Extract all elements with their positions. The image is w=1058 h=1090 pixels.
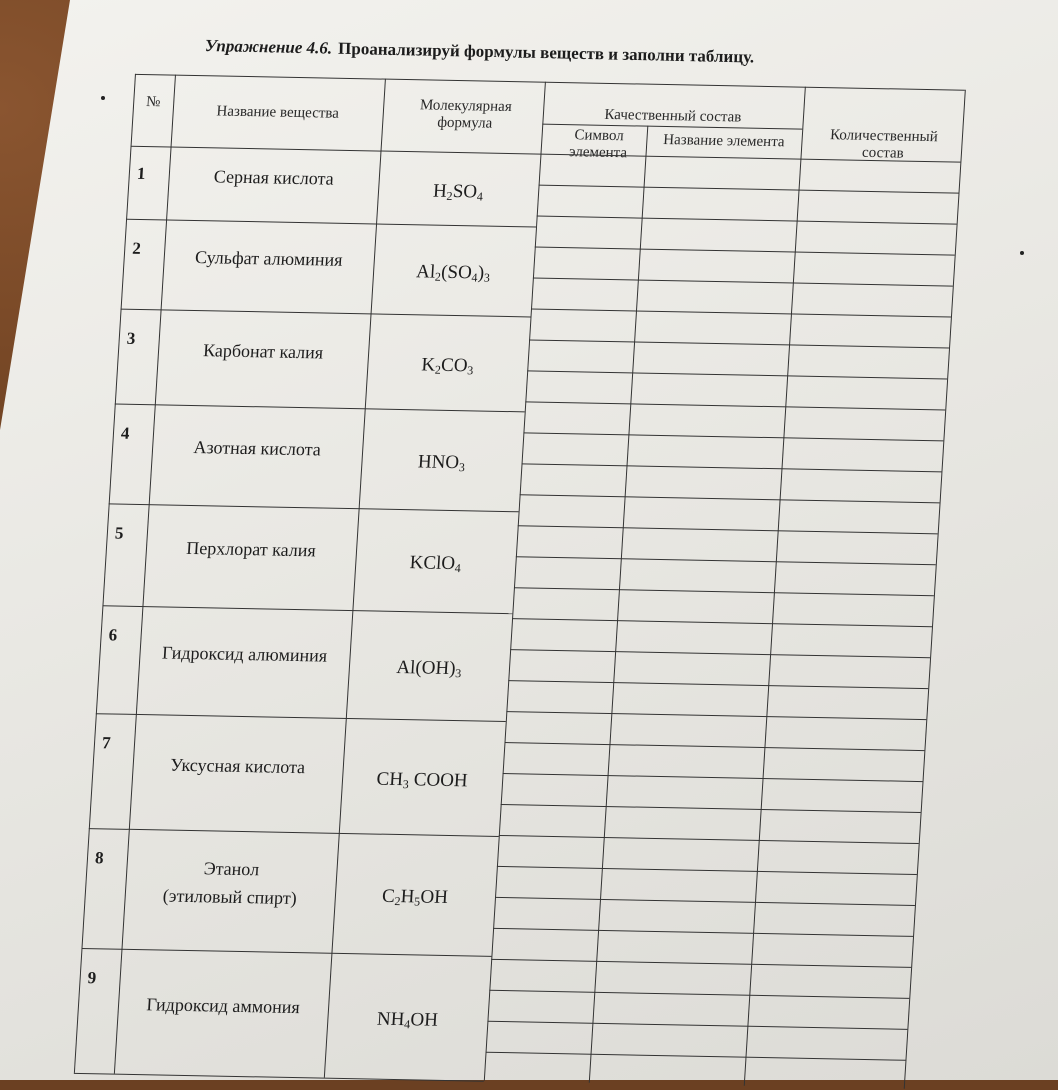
formula-part: HNO [417,451,460,474]
formula-part: NH [376,1008,406,1030]
row-divider [102,605,512,614]
column-divider [324,79,386,1078]
row-divider [81,948,491,957]
row-divider [96,713,506,722]
substance-name [157,335,369,367]
element-name-cell[interactable] [617,513,778,618]
element-name-cell[interactable] [636,229,796,322]
substance-name-line: Гидроксид алюминия [161,642,328,666]
quantitative-cell[interactable] [751,841,918,964]
element-name-cell[interactable] [589,958,752,1086]
formula-subscript: 3 [458,460,466,475]
row-divider [121,309,531,318]
substance-name-line: Серная кислота [213,165,335,189]
substance-name [168,161,380,193]
formula-subscript: 4 [454,561,462,576]
row-number: 2 [131,238,142,258]
formula-subscript: 2 [394,893,401,909]
molecular-formula [327,1007,488,1033]
row-number: 6 [108,625,118,645]
quantitative-cell[interactable] [785,321,951,419]
element-symbol-cell[interactable] [525,316,636,413]
row-number: 1 [136,164,146,184]
row-number: 8 [94,848,105,868]
header-substance-name: Название вещества [216,103,340,122]
element-symbol-cell[interactable] [519,411,630,513]
row-divider [126,219,536,228]
quantitative-cell[interactable] [759,726,926,844]
row-number: 4 [120,423,131,443]
formula-subscript: 5 [413,894,421,909]
molecular-formula [372,260,533,286]
paper-speck [1020,251,1024,255]
row-divider [115,403,525,412]
element-symbol-cell[interactable] [484,956,597,1083]
element-name-cell[interactable] [630,318,791,416]
element-symbol-cell[interactable] [531,227,641,319]
molecular-formula [361,450,522,476]
substance-name-line: Уксусная кислота [169,754,306,777]
substance-name-line: Гидроксид аммония [145,993,301,1017]
row-divider [131,146,541,155]
header-molecular-formula: Молекулярная формула [419,97,513,132]
formula-subscript: 3 [483,270,491,285]
formula-subscript: 2 [446,188,454,203]
header-element-name: Название элемента [662,131,786,151]
molecular-formula [355,551,516,577]
formula-part: CO [440,354,469,376]
formula-subscript: 2 [434,362,442,377]
formula-subscript: 4 [471,270,478,285]
element-name-cell[interactable] [596,838,758,961]
row-divider [109,503,519,512]
element-symbol-cell[interactable] [499,721,611,838]
quantitative-cell[interactable] [766,618,933,729]
formula-part: H [432,180,448,202]
formula-part: OH [409,1008,439,1031]
quantitative-cell[interactable] [772,516,938,621]
substance-name [124,853,337,913]
row-number: 7 [101,733,112,753]
formula-part: COOH [408,768,469,791]
column-divider [114,75,176,1074]
quantitative-cell[interactable] [791,232,956,325]
row-number: 5 [114,523,124,543]
formula-part: Al(OH) [395,656,457,680]
element-symbol-cell[interactable] [506,613,618,723]
exercise-title: Упражнение 4.6. [204,36,333,58]
formula-part: K [420,353,436,376]
formula-part: (SO [440,261,473,284]
exercise-task: Проанализируй формулы веществ и заполни таблицу. [337,38,755,67]
molecular-formula [341,767,502,793]
header-qualitative-composition: Качественный состав [603,106,742,126]
formula-subscript: 2 [434,269,442,284]
quantitative-cell[interactable] [779,416,945,519]
row-number: 3 [126,328,136,348]
formula-subscript: 3 [466,362,474,377]
row-number: 9 [87,968,97,988]
substance-name-line: (этиловый спирт) [162,885,298,909]
formula-subscript: 3 [402,776,410,791]
formula-part: OH [419,886,449,908]
formula-part: KClO [409,552,456,575]
formula-part: CH [376,768,404,790]
substance-name [163,242,375,274]
substance-name-line: Сульфат алюминия [194,247,344,270]
row-divider [89,828,499,837]
formula-part: C [381,885,396,907]
substance-name-line: Этанол [203,858,260,880]
formula-part: ) [477,262,485,284]
element-name-cell[interactable] [604,723,766,841]
substance-name [145,533,357,565]
substance-name-line: Карбонат калия [202,339,324,362]
element-symbol-cell[interactable] [512,511,623,615]
formula-subscript: 4 [476,188,484,204]
substance-name [132,749,344,781]
element-symbol-cell[interactable] [536,154,645,229]
molecular-formula [377,179,538,205]
substance-name [117,989,329,1021]
substance-name [139,638,351,670]
element-symbol-cell[interactable] [491,836,603,958]
formula-part: Al [415,261,436,283]
element-name-cell[interactable] [611,615,773,726]
header-number: № [145,94,161,111]
column-divider [74,74,136,1073]
formula-part: SO [452,180,478,202]
molecular-formula [348,656,509,682]
formula-part: H [400,886,416,908]
molecular-formula [334,885,495,911]
element-name-cell[interactable] [641,156,800,232]
formula-subscript: 3 [454,666,462,681]
substance-name [151,432,363,464]
substance-name-line: Азотная кислота [193,437,322,460]
formula-subscript: 4 [403,1016,411,1031]
element-name-cell[interactable] [624,413,785,516]
quantitative-cell[interactable] [796,159,960,235]
composition-table [0,72,975,1089]
paper-speck [101,96,105,100]
molecular-formula [367,353,528,379]
substance-name-line: Перхлорат калия [185,537,317,561]
header-element-symbol: Символ элемента [568,127,628,162]
header-quantitative-composition: Количественный состав [829,127,939,162]
quantitative-cell[interactable] [744,961,912,1089]
